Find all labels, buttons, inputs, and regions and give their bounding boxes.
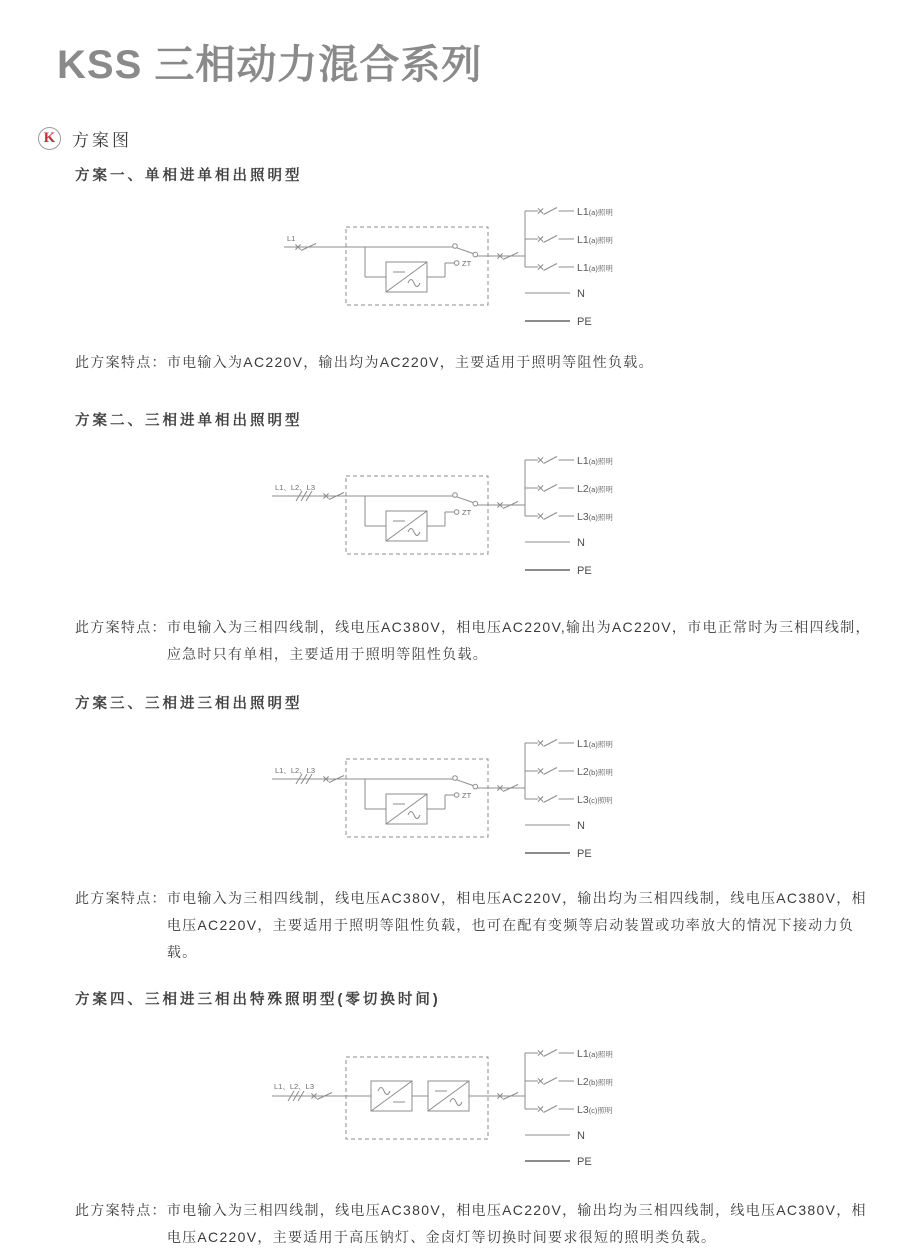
feature-label: 此方案特点： bbox=[75, 354, 167, 370]
page-title: KSS 三相动力混合系列 bbox=[57, 43, 483, 87]
feature-text: 市电输入为三相四线制，线电压AC380V，相电压AC220V，输出均为三相四线制，线电压AC380V，相电压AC220V，主要适用于高压钠灯、金卤灯等切换时间要求很短的照明类负载。 bbox=[166, 1202, 867, 1245]
svg-text:PE: PE bbox=[577, 316, 592, 328]
section-header bbox=[38, 126, 900, 151]
scheme-1-section bbox=[0, 164, 900, 376]
feature-label: 此方案特点： bbox=[75, 890, 167, 906]
feature-label: 此方案特点： bbox=[75, 1202, 167, 1218]
svg-text:ZT: ZT bbox=[462, 791, 472, 800]
neutral-line bbox=[525, 1130, 585, 1142]
svg-text:PE: PE bbox=[577, 565, 592, 577]
scheme-4-circuit-diagram bbox=[268, 1037, 900, 1175]
inverter-box bbox=[386, 262, 427, 292]
svg-text:L3(a)照明: L3(a)照明 bbox=[577, 510, 613, 523]
zt-transfer-switch bbox=[427, 493, 478, 526]
svg-text:N: N bbox=[577, 537, 585, 549]
circuit-diagram-svg bbox=[268, 197, 633, 335]
svg-text:L1: L1 bbox=[287, 234, 296, 243]
zt-transfer-switch bbox=[427, 244, 478, 277]
scheme-1-feature bbox=[75, 349, 873, 376]
svg-text:L1(a)照明: L1(a)照明 bbox=[577, 454, 613, 467]
svg-text:PE: PE bbox=[577, 1156, 592, 1168]
scheme-2-section bbox=[0, 409, 900, 668]
mains-input bbox=[272, 766, 453, 784]
svg-text:L2(b)照明: L2(b)照明 bbox=[577, 765, 613, 778]
svg-text:N: N bbox=[577, 820, 585, 832]
scheme-4-feature bbox=[75, 1197, 873, 1251]
neutral-line bbox=[525, 537, 585, 549]
circuit-diagram-svg bbox=[268, 446, 633, 584]
scheme-4-section bbox=[0, 988, 900, 1251]
pe-line bbox=[525, 316, 592, 328]
scheme-3-feature bbox=[75, 885, 873, 966]
svg-text:L1(a)照明: L1(a)照明 bbox=[577, 233, 613, 246]
circuit-diagram-svg bbox=[268, 1037, 633, 1175]
svg-text:N: N bbox=[577, 1130, 585, 1142]
svg-text:ZT: ZT bbox=[462, 508, 472, 517]
scheme-2-title: 方案二、三相进单相出照明型 bbox=[75, 413, 303, 429]
section-title: 方案图 bbox=[72, 131, 132, 150]
svg-text:ZT: ZT bbox=[462, 259, 472, 268]
svg-text:L1(a)照明: L1(a)照明 bbox=[577, 261, 613, 274]
svg-text:L1、L2、L3: L1、L2、L3 bbox=[274, 1082, 315, 1091]
pe-line bbox=[525, 1156, 592, 1168]
mains-input bbox=[284, 234, 453, 251]
pe-line bbox=[525, 848, 592, 860]
circuit-diagram-svg bbox=[268, 729, 633, 867]
scheme-1-circuit-diagram bbox=[268, 197, 900, 335]
mains-input bbox=[272, 1082, 371, 1101]
neutral-line bbox=[525, 820, 585, 832]
scheme-2-circuit-diagram bbox=[268, 446, 900, 584]
inverter-box bbox=[386, 511, 427, 541]
neutral-line bbox=[525, 288, 585, 300]
k-circle-icon: K bbox=[38, 127, 61, 150]
inverter-box bbox=[386, 794, 427, 824]
feature-label: 此方案特点： bbox=[75, 619, 167, 635]
output-branches bbox=[525, 206, 613, 274]
svg-text:L1、L2、L3: L1、L2、L3 bbox=[275, 483, 316, 492]
svg-text:L3(c)照明: L3(c)照明 bbox=[577, 793, 613, 806]
scheme-2-feature bbox=[75, 614, 873, 668]
svg-text:L1(a)照明: L1(a)照明 bbox=[577, 205, 613, 218]
svg-text:L1、L2、L3: L1、L2、L3 bbox=[275, 766, 316, 775]
scheme-3-section bbox=[0, 692, 900, 966]
feature-text: 市电输入为三相四线制，线电压AC380V，相电压AC220V,输出为AC220V，市电正常时为三相四线制，应急时只有单相，主要适用于照明等阻性负载。 bbox=[166, 619, 871, 662]
scheme-3-circuit-diagram bbox=[268, 729, 900, 867]
zt-transfer-switch bbox=[427, 776, 478, 809]
scheme-4-title: 方案四、三相进三相出特殊照明型(零切换时间) bbox=[75, 992, 441, 1008]
scheme-3-title: 方案三、三相进三相出照明型 bbox=[75, 696, 303, 712]
feature-text: 市电输入为三相四线制，线电压AC380V，相电压AC220V，输出均为三相四线制，线电压AC380V，相电压AC220V，主要适用于照明等阻性负载，也可在配有变频等启动装置或功率放大的情况下接动力负载。 bbox=[166, 890, 867, 960]
pe-line bbox=[525, 565, 592, 577]
ups-dashed-enclosure bbox=[346, 1057, 488, 1139]
svg-text:L1(a)照明: L1(a)照明 bbox=[577, 1047, 613, 1060]
output-branches bbox=[525, 1048, 613, 1116]
output-branches bbox=[525, 455, 613, 523]
output-branches bbox=[525, 738, 613, 806]
mains-input bbox=[272, 483, 453, 501]
svg-text:L3(c)照明: L3(c)照明 bbox=[577, 1103, 613, 1116]
scheme-1-title: 方案一、单相进单相出照明型 bbox=[75, 168, 303, 184]
svg-text:L2(a)照明: L2(a)照明 bbox=[577, 482, 613, 495]
svg-text:N: N bbox=[577, 288, 585, 300]
svg-text:L2(b)照明: L2(b)照明 bbox=[577, 1075, 613, 1088]
svg-text:L1(a)照明: L1(a)照明 bbox=[577, 737, 613, 750]
rectifier-box bbox=[371, 1081, 412, 1111]
svg-text:PE: PE bbox=[577, 848, 592, 860]
inverter-box bbox=[428, 1081, 469, 1111]
feature-text: 市电输入为AC220V，输出均为AC220V，主要适用于照明等阻性负载。 bbox=[166, 354, 654, 370]
